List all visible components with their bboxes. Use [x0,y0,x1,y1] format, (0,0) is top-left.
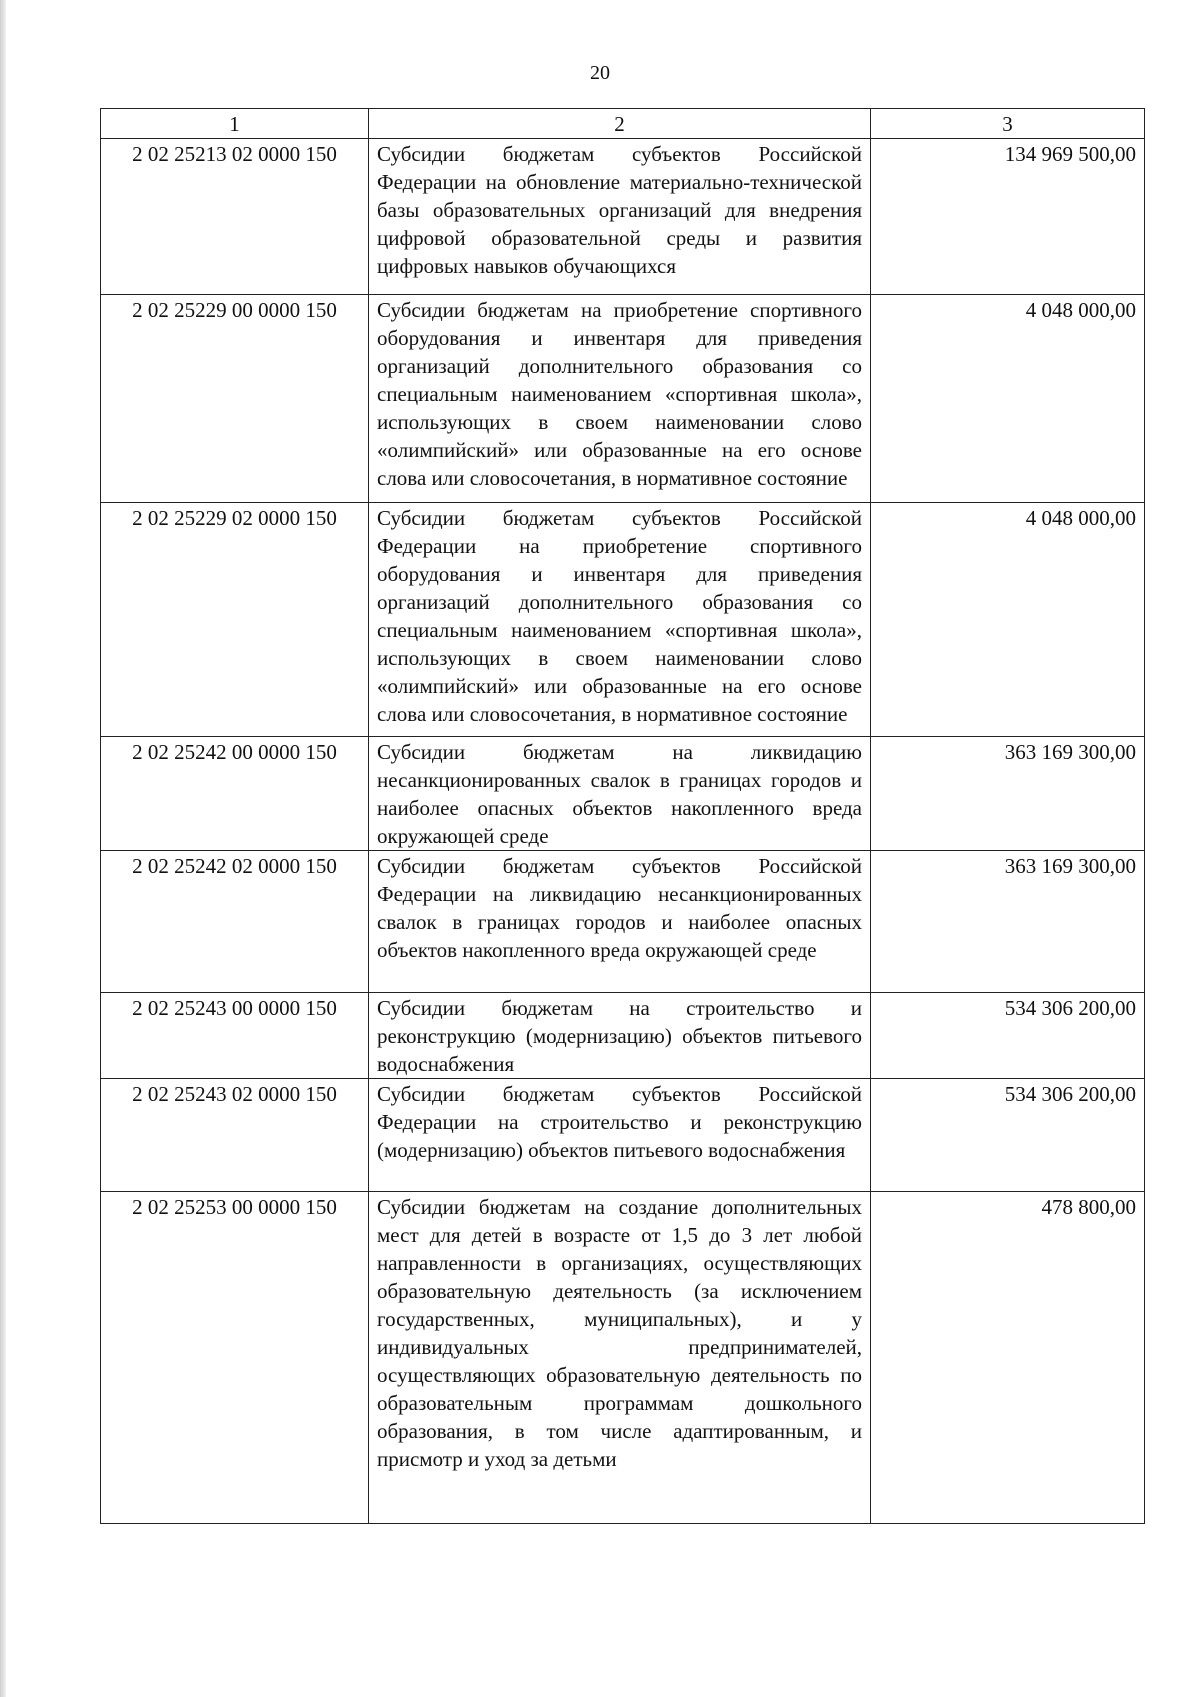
classification-code: 2 02 25229 00 0000 150 [101,295,369,503]
income-description: Субсидии бюджетам на создание дополнительных мест для детей в возрасте от 1,5 до 3 лет любой направленности в организациях, осуществляющих образовательную деятельность (за исключением государственных, муниципальных), и у индивидуальных предпринимателей, осуществляющих образовательную деятельность по образовательным программам дошкольного образования, в том числе адаптированным, и присмотр и уход за детьми [369,1192,871,1524]
income-description: Субсидии бюджетам субъектов Российской Федерации на строительство и реконструкцию (модернизацию) объектов питьевого водоснабжения [369,1079,871,1192]
page-number: 20 [590,62,610,84]
table-row [101,737,1145,851]
table-row [101,1079,1145,1192]
table-row [101,503,1145,737]
classification-code: 2 02 25242 02 0000 150 [101,851,369,993]
income-description: Субсидии бюджетам субъектов Российской Федерации на приобретение спортивного оборудования и инвентаря для приведения организаций дополнительного образования со специальным наименованием «спортивная школа», использующих в своем наименовании слово «олимпийский» или образованные на его основе слова или словосочетания, в нормативное состояние [369,503,871,737]
table-header-row [101,109,1145,139]
amount-value: 478 800,00 [871,1192,1145,1524]
income-description: Субсидии бюджетам на приобретение спортивного оборудования и инвентаря для приведения организаций дополнительного образования со специальным наименованием «спортивная школа», использующих в своем наименовании слово «олимпийский» или образованные на его основе слова или словосочетания, в нормативное состояние [369,295,871,503]
classification-code: 2 02 25243 02 0000 150 [101,1079,369,1192]
amount-value: 363 169 300,00 [871,851,1145,993]
classification-code: 2 02 25243 00 0000 150 [101,993,369,1079]
income-description: Субсидии бюджетам на строительство и реконструкцию (модернизацию) объектов питьевого водоснабжения [369,993,871,1079]
table-row [101,851,1145,993]
amount-value: 134 969 500,00 [871,139,1145,295]
amount-value: 4 048 000,00 [871,503,1145,737]
table-row [101,139,1145,295]
amount-value: 363 169 300,00 [871,737,1145,851]
classification-code: 2 02 25253 00 0000 150 [101,1192,369,1524]
amount-value: 534 306 200,00 [871,1079,1145,1192]
income-description: Субсидии бюджетам на ликвидацию несанкционированных свалок в границах городов и наиболее опасных объектов накопленного вреда окружающей среде [369,737,871,851]
table-row [101,295,1145,503]
column-header-2: 2 [369,109,871,139]
amount-value: 4 048 000,00 [871,295,1145,503]
amount-value: 534 306 200,00 [871,993,1145,1079]
classification-code: 2 02 25213 02 0000 150 [101,139,369,295]
income-description: Субсидии бюджетам субъектов Российской Федерации на ликвидацию несанкционированных свалок в границах городов и наиболее опасных объектов накопленного вреда окружающей среде [369,851,871,993]
income-description: Субсидии бюджетам субъектов Российской Федерации на обновление материально-технической базы образовательных организаций для внедрения цифровой образовательной среды и развития цифровых навыков обучающихся [369,139,871,295]
classification-code: 2 02 25229 02 0000 150 [101,503,369,737]
budget-table [100,108,1145,1524]
scan-edge-shadow [0,0,6,1697]
column-header-3: 3 [871,109,1145,139]
table-row [101,1192,1145,1524]
classification-code: 2 02 25242 00 0000 150 [101,737,369,851]
column-header-1: 1 [101,109,369,139]
table-row [101,993,1145,1079]
